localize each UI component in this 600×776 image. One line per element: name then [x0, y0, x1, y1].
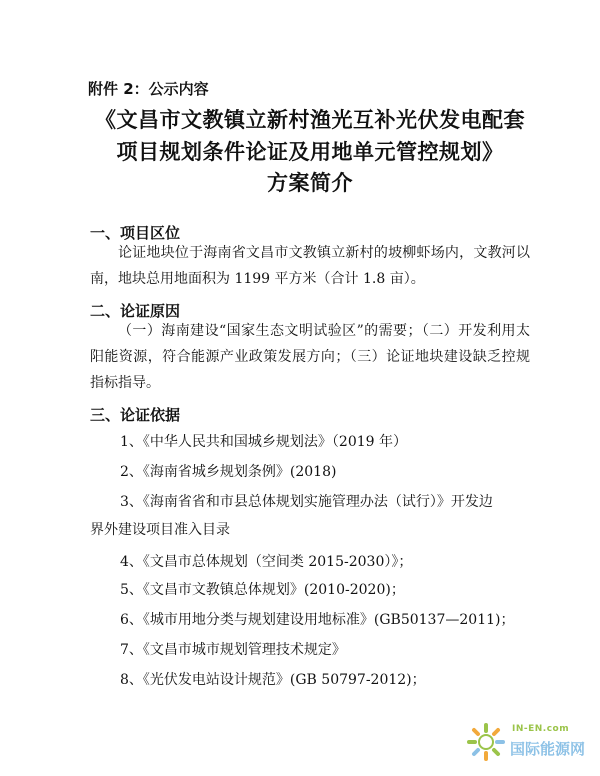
- basis-item-5: 5、《文昌市文教镇总体规划》(2010-2020)；: [120, 582, 405, 598]
- attachment-label: 附件 2：公示内容: [88, 80, 209, 98]
- section-2-heading: 二、论证原因: [90, 302, 181, 320]
- sun-logo-icon: [466, 722, 506, 762]
- title-line-3: 方案简介: [267, 171, 353, 195]
- watermark-cn: 国际能源网: [510, 740, 586, 758]
- title-line-1: 《文昌市文教镇立新村渔光互补光伏发电配套: [95, 108, 525, 132]
- basis-item-1: 1、《中华人民共和国城乡规划法》（2019 年）: [120, 434, 407, 450]
- basis-item-2: 2、《海南省城乡规划条例》(2018): [120, 464, 337, 480]
- basis-item-7: 7、《文昌市城市规划管理技术规定》: [120, 642, 346, 658]
- watermark: [466, 716, 596, 768]
- basis-item-6: 6、《城市用地分类与规划建设用地标准》(GB50137—2011)；: [120, 612, 515, 628]
- section-1-body: 论证地块位于海南省文昌市文教镇立新村的坡柳虾场内，文教河以南，地块总用地面积为 1199 平方米（合计 1.8 亩）。: [90, 245, 530, 287]
- section-3-heading: 三、论证依据: [90, 406, 181, 424]
- section-2-body: （一）海南建设“国家生态文明试验区”的需要；（二）开发利用太阳能资源，符合能源产业政策发展方向；（三）论证地块建设缺乏控规指标指导。: [90, 323, 530, 391]
- basis-item-8: 8、《光伏发电站设计规范》(GB 50797-2012)；: [120, 672, 426, 688]
- title-line-2: 项目规划条件论证及用地单元管控规划》: [116, 140, 504, 164]
- basis-item-3-continuation: 界外建设项目准入目录: [90, 522, 230, 538]
- basis-item-3: 3、《海南省省和市县总体规划实施管理办法（试行）》开发边: [120, 494, 493, 510]
- basis-item-4: 4、《文昌市总体规划（空间类 2015-2030）》；: [120, 554, 413, 570]
- section-1-heading: 一、项目区位: [90, 224, 181, 242]
- watermark-en: IN-EN.com: [512, 724, 570, 734]
